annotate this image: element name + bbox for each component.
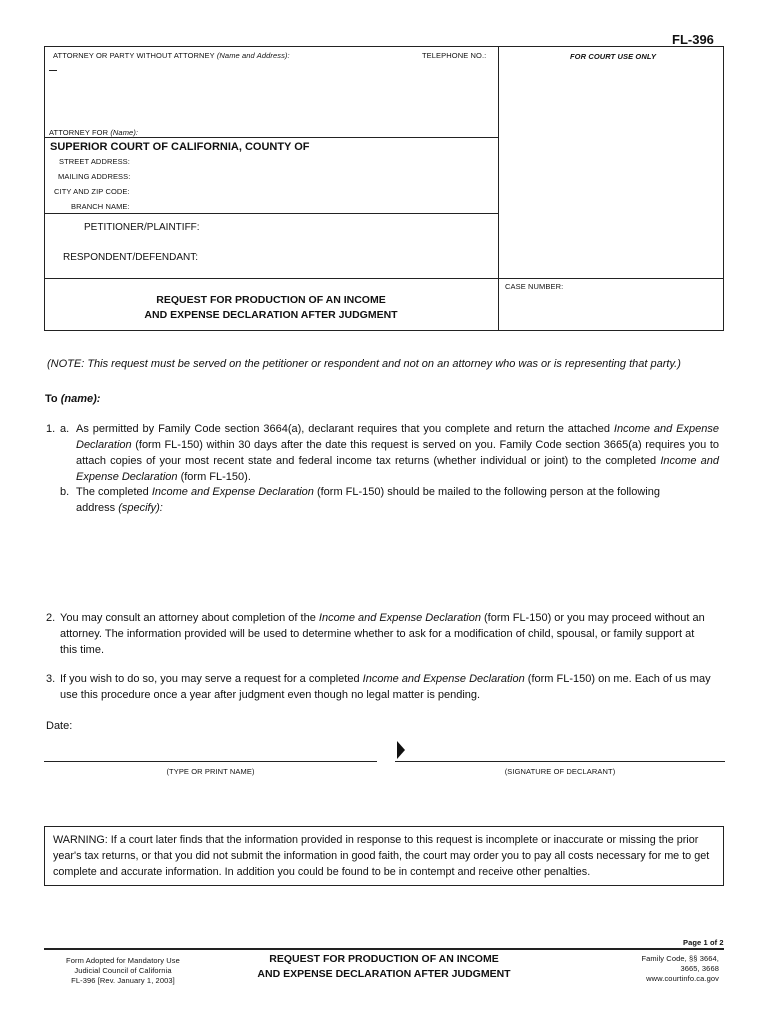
item1a-text: As permitted by Family Code section 3664(a), declarant requires that you complete and return the attached Income and Expense Declaration (form FL-150) within 30 days after the date this request is served on you. Family Code section 3665(a) requires you to attach copies of your most recent state and federal income tax returns (whether individual or joint) to the completed Income and Expense Declaration (form FL-150). [76, 423, 720, 483]
date-label: Date: [46, 720, 73, 732]
attorney-name-address-field[interactable] [50, 64, 490, 126]
signature-line [395, 761, 725, 762]
date-field[interactable] [80, 716, 280, 732]
item1b-label: b. [60, 486, 70, 498]
item2-number: 2. [46, 612, 56, 624]
page-number: Page 1 of 2 [683, 938, 724, 947]
signature-label: (SIGNATURE OF DECLARANT) [504, 767, 616, 776]
to-name-label: To (name): [45, 393, 101, 405]
footer-title: REQUEST FOR PRODUCTION OF AN INCOME AND EXPENSE DECLARATION AFTER JUDGMENT [257, 953, 511, 980]
telephone-label: TELEPHONE NO.: [422, 51, 487, 60]
court-use-area [502, 64, 720, 274]
item3-text: If you wish to do so, you may serve a request for a completed Income and Expense Declaration (form FL-150) on me. Each of us may use this procedure once a year after judgment even though no legal matter is pending. [60, 673, 711, 701]
divider [44, 278, 724, 279]
item2-text: You may consult an attorney about completion of the Income and Expense Declaration (form FL-150) or you may proceed without an attorney. The information provided will be used to determine whether to ask for a modification of child, spousal, or family support at this time. [60, 612, 705, 656]
city-zip-label: CITY AND ZIP CODE: [54, 187, 130, 196]
adopted-text: Form Adopted for Mandatory Use Judicial Council of California FL-396 [Rev. January 1, 2003] [66, 956, 180, 985]
attorney-for-label: ATTORNEY FOR (Name): [49, 128, 139, 137]
mailing-address-field[interactable] [76, 516, 716, 600]
type-name-field[interactable] [44, 742, 377, 760]
item3-number: 3. [46, 673, 56, 685]
street-address-label: STREET ADDRESS: [59, 157, 130, 166]
signature-arrow-icon [397, 741, 405, 759]
divider [498, 46, 499, 331]
item1a-label: a. [60, 423, 70, 435]
divider [44, 137, 498, 138]
case-number-label: CASE NUMBER: [505, 282, 564, 291]
footer-rule [44, 948, 724, 950]
case-number-field[interactable] [502, 292, 720, 328]
court-use-label: FOR COURT USE ONLY [570, 52, 657, 61]
divider [44, 213, 498, 214]
note: (NOTE: This request must be served on the petitioner or respondent and not on an attorney who was or is representing that party.) [47, 358, 681, 370]
form-title [44, 293, 498, 323]
form-number: FL-396 [672, 32, 714, 47]
form-title-line2: AND EXPENSE DECLARATION AFTER JUDGMENT [144, 309, 398, 321]
warning-box [44, 826, 724, 886]
name-line [44, 761, 377, 762]
signature-field[interactable] [410, 742, 725, 760]
respondent-label: RESPONDENT/DEFENDANT: [63, 252, 199, 263]
petitioner-label: PETITIONER/PLAINTIFF: [84, 222, 200, 233]
code-citation: Family Code, §§ 3664, 3665, 3668 www.courtinfo.ca.gov [641, 954, 719, 983]
form-title-line1: REQUEST FOR PRODUCTION OF AN INCOME [156, 294, 386, 306]
attorney-label: ATTORNEY OR PARTY WITHOUT ATTORNEY (Name and Address): [53, 51, 290, 60]
type-name-label: (TYPE OR PRINT NAME) [166, 767, 255, 776]
warning-text: WARNING: If a court later finds that the information provided in response to this request is incomplete or inaccurate or missing the prior year's tax returns, or that you did not submit the information in good faith, the court may order you to pay all costs necessary for me to get complete and accurate information. In addition you could be found to be in contempt and receive other penalties. [53, 834, 710, 878]
item1b-text: The completed Income and Expense Declaration (form FL-150) should be mailed to the following person at the following address (specify): [76, 486, 660, 514]
court-name: SUPERIOR COURT OF CALIFORNIA, COUNTY OF [50, 141, 310, 153]
branch-name-label: BRANCH NAME: [71, 202, 130, 211]
mailing-address-label: MAILING ADDRESS: [58, 172, 131, 181]
item1-number: 1. [46, 423, 56, 435]
